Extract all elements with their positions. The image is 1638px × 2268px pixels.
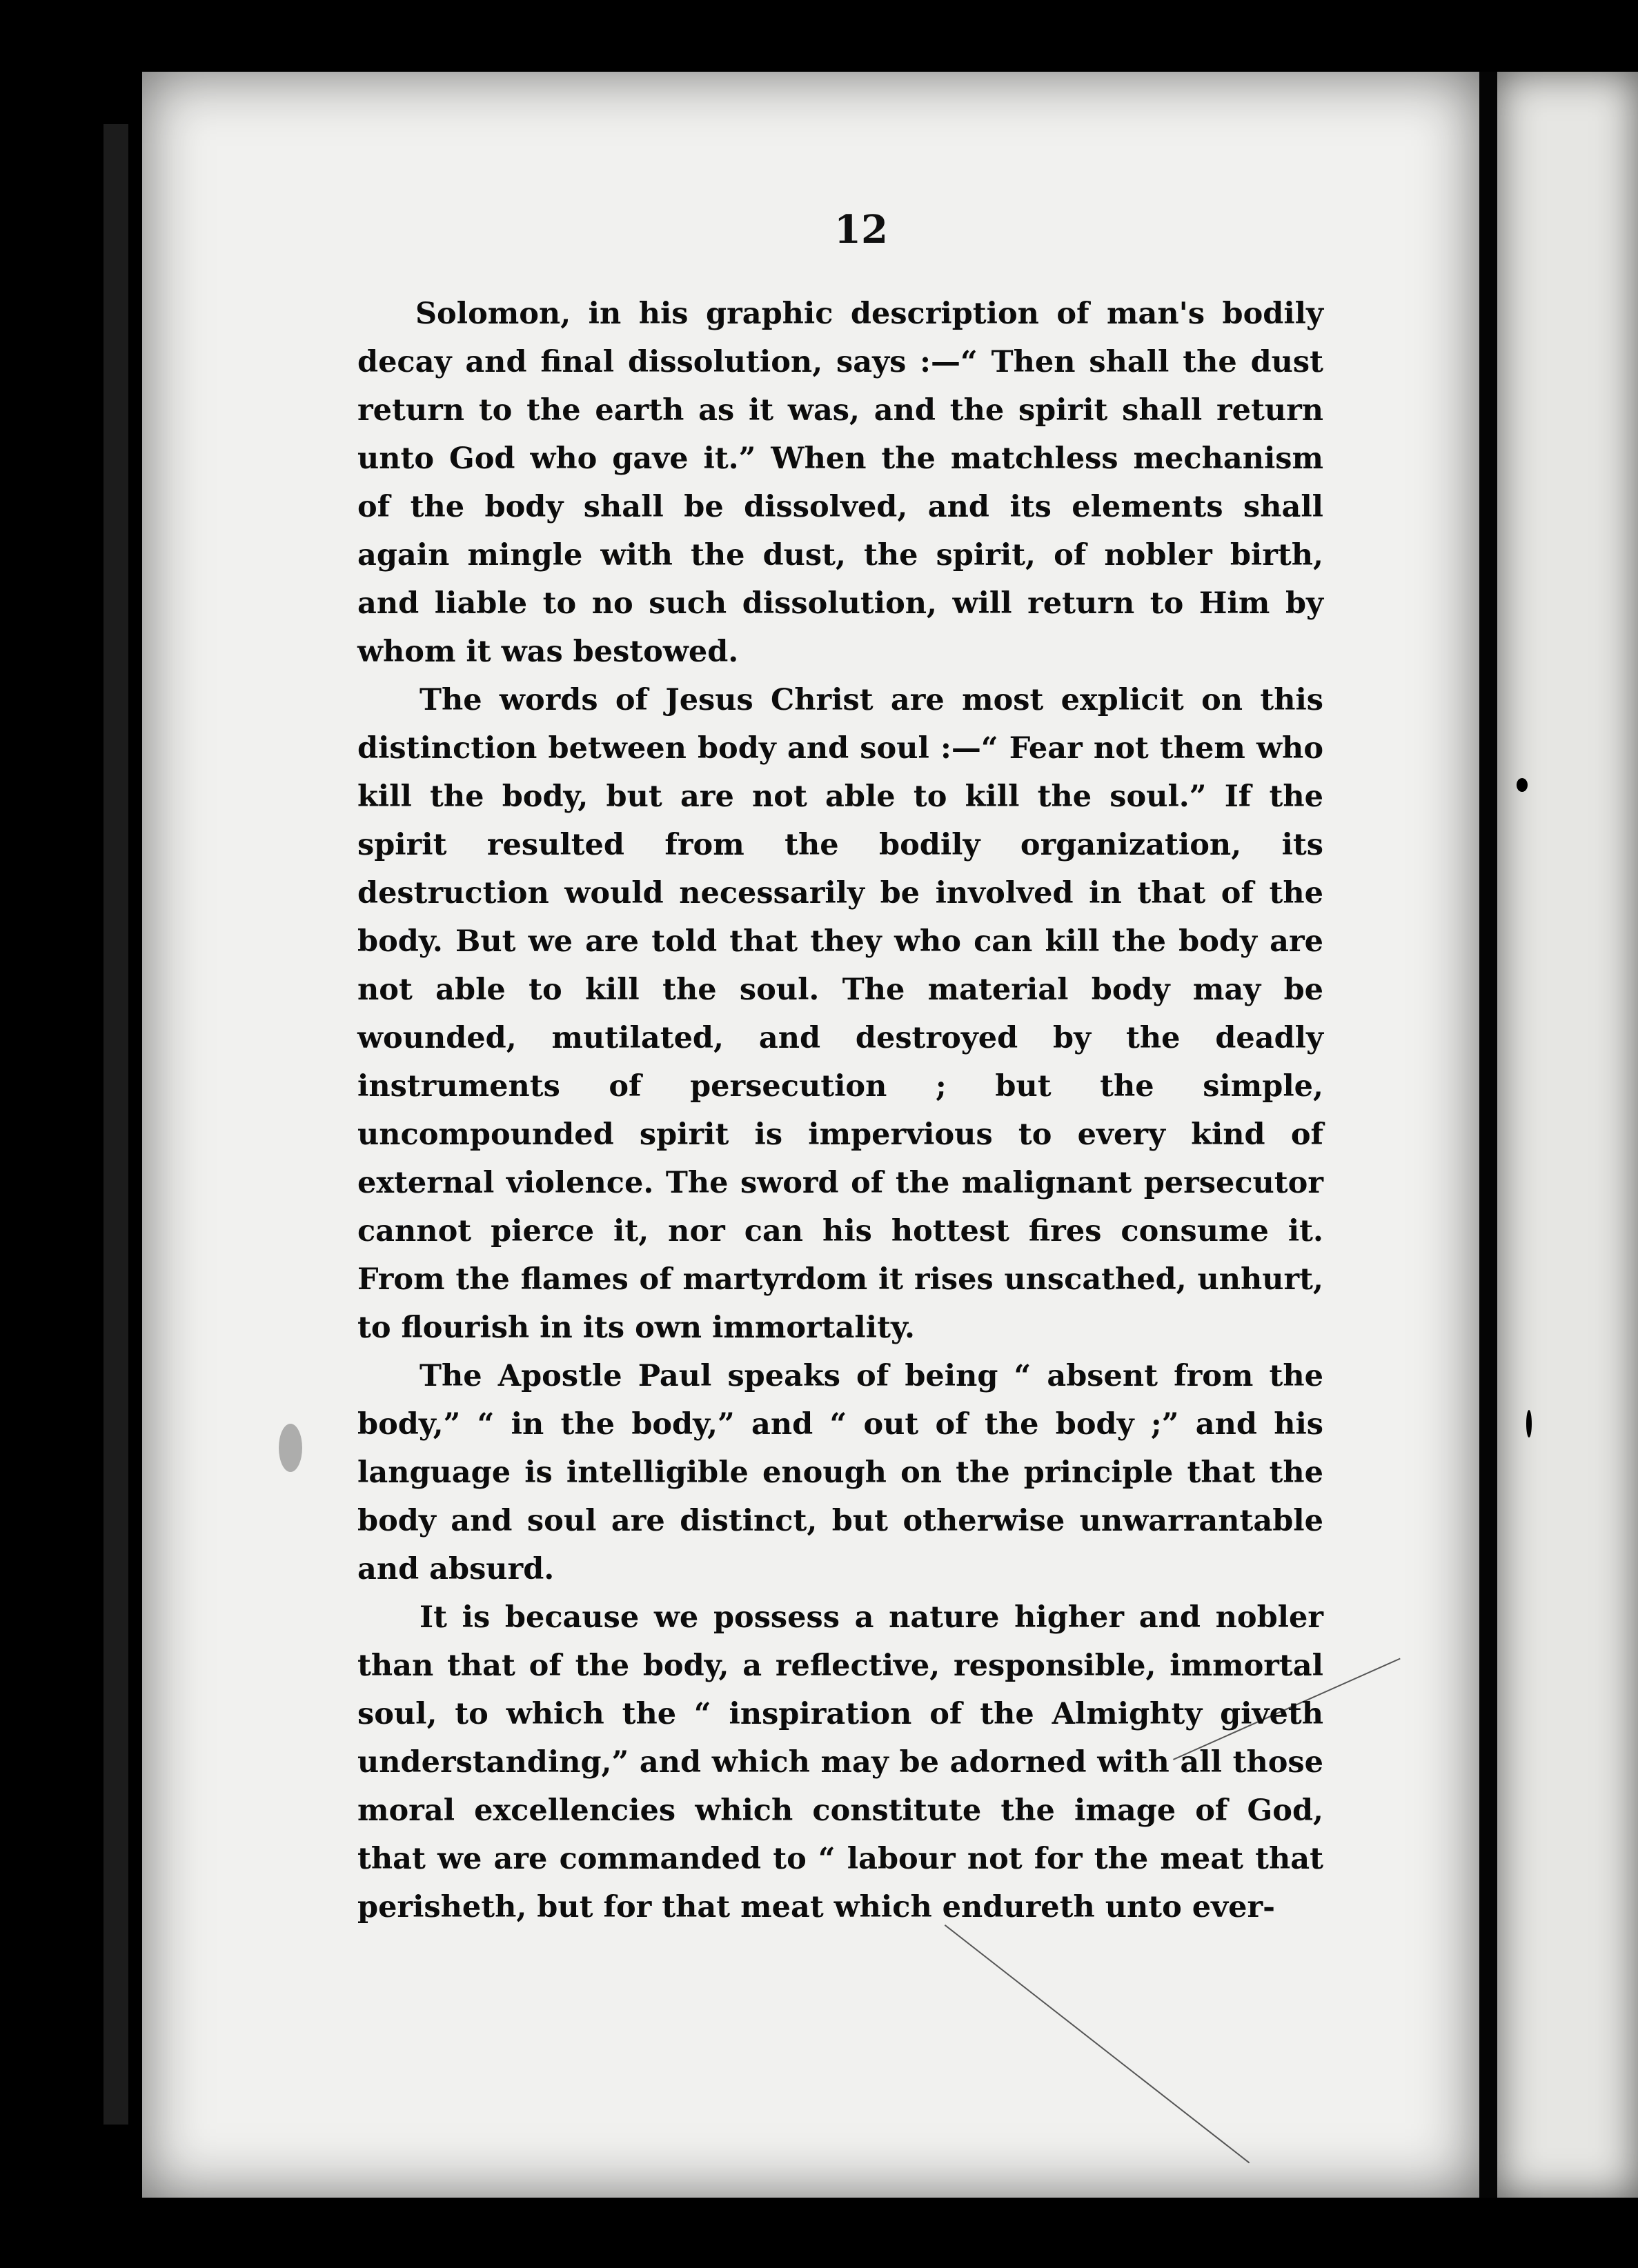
page-body bbox=[357, 290, 1323, 1931]
paragraph-4: It is because we possess a nature higher and nobler than that of the body, a reflective, responsible, immortal soul, to which the “ inspiration of the Almighty giveth understanding,” and which may be adorned with all those moral excellencies which constitute the image of God, that we are commanded to “ labour not for the meat that perisheth, but for that meat which endureth unto ever- bbox=[357, 1600, 1323, 1924]
ink-mark bbox=[1517, 778, 1528, 792]
paragraph-3: The Apostle Paul speaks of being “ absent from the body,” “ in the body,” and “ out of the body ;” and his language is intelligible enough on the principle that the body and soul are distinct, but otherwise unwarrantable and absurd. bbox=[357, 1359, 1323, 1586]
gutter-shadow bbox=[1479, 72, 1497, 2198]
page-number: 12 bbox=[834, 207, 888, 252]
ink-mark bbox=[1526, 1410, 1532, 1438]
book-spine bbox=[103, 124, 128, 2125]
paragraph-1: Solomon, in his graphic description of man's bodily decay and final dissolution, says :—“ Then shall the dust return to the earth as it was, and the spirit shall return unto God who gave it.” When the matchless mechanism of the body shall be dissolved, and its elements shall again mingle with the dust, the spirit, of nobler birth, and liable to no such dissolution, will return to Him by whom it was bestowed. bbox=[357, 297, 1323, 669]
facing-page-edge bbox=[1497, 72, 1638, 2198]
paragraph-2: The words of Jesus Christ are most explicit on this distinction between body and soul :—“ Fear not them who kill the body, but are not able to kill the soul.” If the spirit resulted from the bodily organization, its destruction would necessarily be involved in that of the body. But we are told that they who can kill the body are not able to kill the soul. The material body may be wounded, mutilated, and destroyed by the deadly instruments of persecution ; but the simple, uncompounded spirit is impervious to every kind of external violence. The sword of the malignant persecutor cannot pierce it, nor can his hottest fires consume it. From the flames of martyrdom it rises unscathed, unhurt, to flourish in its own immortality. bbox=[357, 683, 1323, 1345]
page-smudge bbox=[279, 1424, 302, 1472]
